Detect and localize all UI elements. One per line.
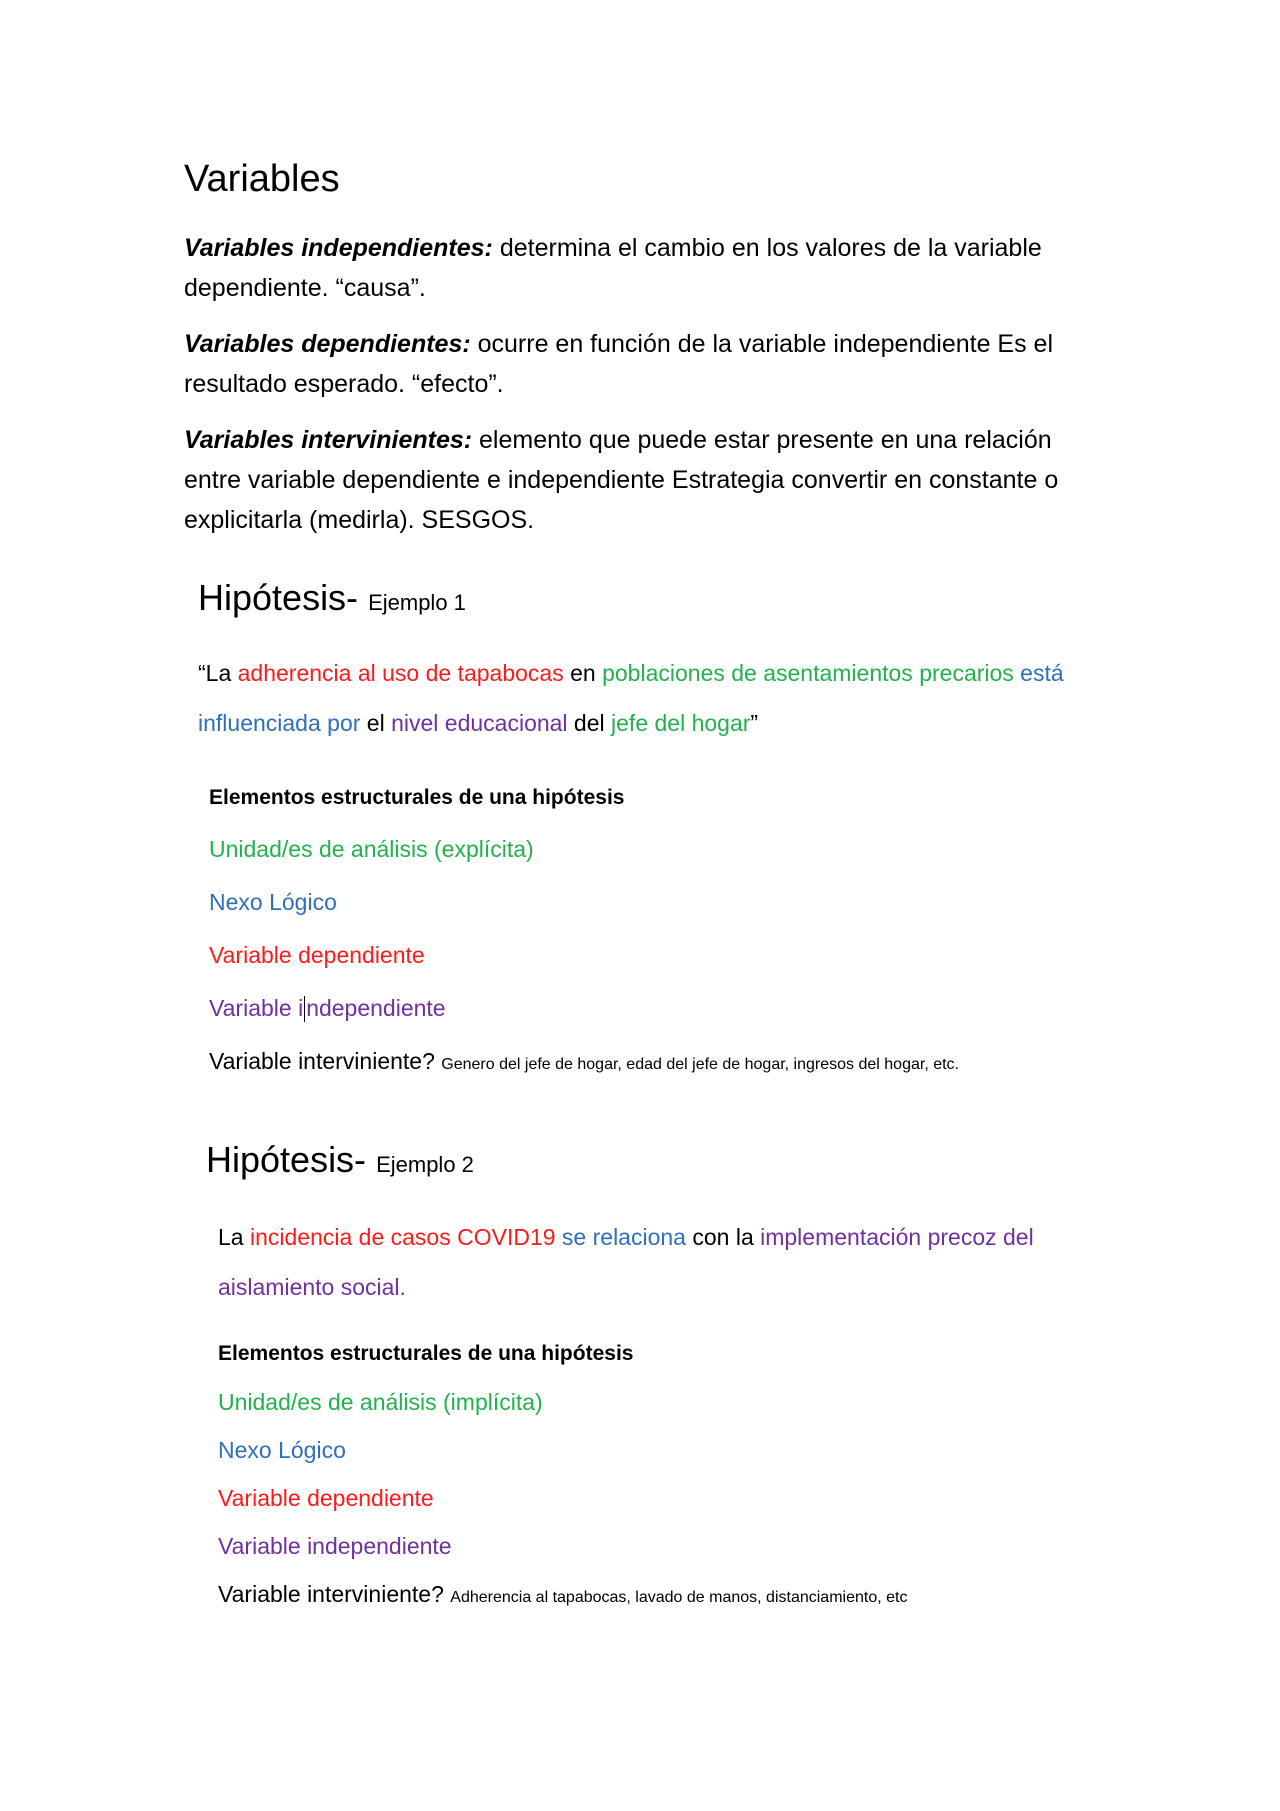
example2-heading: Hipótesis- [206,1139,367,1180]
hypothesis-segment: en [563,660,603,686]
page-title: Variables [184,158,340,200]
hypothesis-segment: ” [750,710,759,736]
hypothesis-segment: con la [685,1224,761,1250]
example2-independent: Variable independiente [218,1533,452,1559]
hypothesis-segment: el [360,710,392,736]
example2-intervening-label: Variable interviniente? [218,1581,444,1607]
example2-unit: Unidad/es de análisis (implícita) [218,1389,543,1415]
example2-dependent: Variable dependiente [218,1485,434,1511]
example1-independent-b: ndependiente [306,995,446,1021]
example1-subtitle: Ejemplo 1 [368,590,466,615]
example1-intervening-note: Genero del jefe de hogar, edad del jefe de hogar, ingresos del hogar, etc. [441,1056,959,1073]
example1-unit: Unidad/es de análisis (explícita) [209,836,534,862]
definition-term: Variables dependientes: [184,330,471,358]
definition-text: determina el cambio en los valores de la variable dependiente. “causa”. [184,234,1042,302]
example2-elements-heading: Elementos estructurales de una hipótesis [218,1342,634,1365]
example1-intervening [209,1046,959,1080]
example1-nexus: Nexo Lógico [209,889,337,915]
hypothesis-segment: adherencia al uso de tapabocas [237,660,564,686]
hypothesis-segment: se relaciona [555,1224,686,1250]
example1-hypothesis [198,648,1138,748]
hypothesis-segment: jefe del hogar [611,710,751,736]
example1-intervening-label: Variable interviniente? [209,1048,435,1074]
definition-term: Variables intervinientes: [184,426,473,454]
example1-heading: Hipótesis- [198,577,359,618]
hypothesis-segment: La [218,1224,250,1250]
definition-independent [184,228,1104,308]
hypothesis-segment: del [567,710,612,736]
example1-independent [209,993,446,1023]
example2-intervening-note: Adherencia al tapabocas, lavado de manos, distanciamiento, etc [450,1589,908,1606]
definition-intervening [184,420,1104,540]
hypothesis-segment: nivel educacional [391,710,568,736]
example1-elements-heading: Elementos estructurales de una hipótesis [209,786,625,809]
example2-intervening [218,1579,907,1613]
example2-title [206,1138,474,1187]
definition-dependent [184,324,1104,404]
hypothesis-segment: incidencia de casos COVID19 [249,1224,556,1250]
example1-dependent: Variable dependiente [209,942,425,968]
example2-nexus: Nexo Lógico [218,1437,346,1463]
definition-text: elemento que puede estar presente en una relación entre variable dependiente e independiente Estrategia convertir en constante o explicitarla (medirla). SESGOS. [184,426,1059,534]
definition-text: ocurre en función de la variable independiente Es el resultado esperado. “efecto”. [184,330,1054,398]
definition-term: Variables independientes: [184,234,493,262]
example1-title [198,576,466,625]
hypothesis-segment: “La [198,660,238,686]
hypothesis-segment: poblaciones de asentamientos precarios [602,660,1014,686]
example2-hypothesis [218,1212,1098,1312]
example1-independent-a: Variable i [209,995,304,1021]
example2-subtitle: Ejemplo 2 [376,1152,474,1177]
hypothesis-segment: está influenciada por [198,660,1064,736]
hypothesis-segment: implementación precoz del aislamiento social. [218,1224,1034,1300]
